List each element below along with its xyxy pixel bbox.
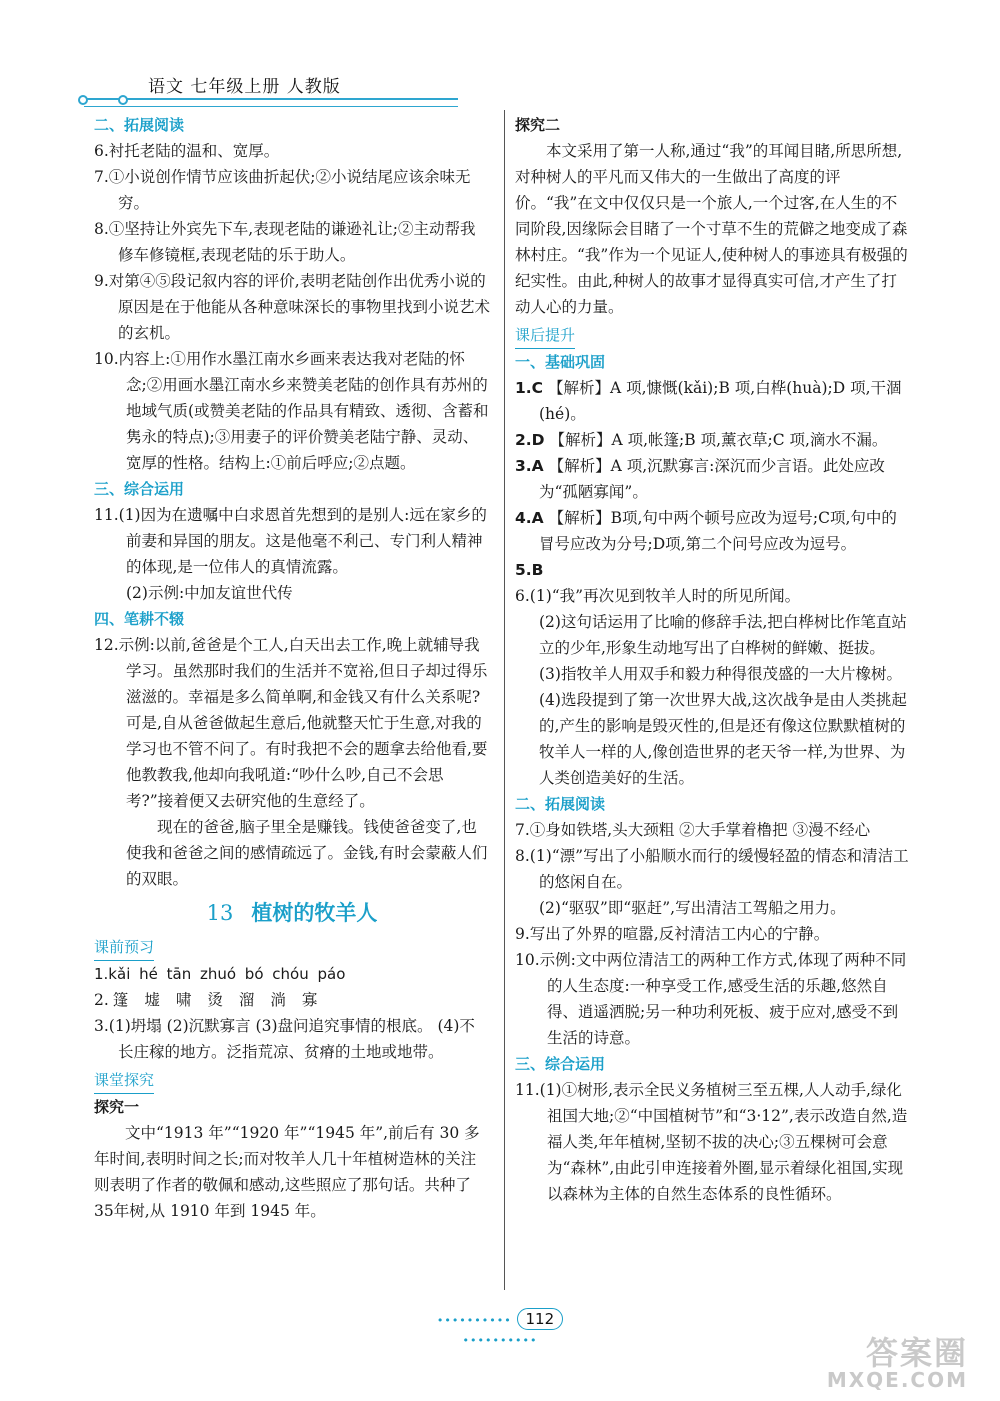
column-divider [504, 110, 505, 1290]
char-answer: 啸 [175, 991, 192, 1009]
section-heading: 二、拓展阅读 [515, 795, 606, 813]
answer-item: 11.(1)①树形,表示全民义务植树三至五棵,人人动手,绿化祖国大地;②“中国植树节”和“3·12”,表示改造自然,造福人类,年年植树,坚韧不拔的决心;③五棵树可会意为“森林”,由此引申连接着外圈,显示着绿化祖国,实现以森林为主体的自然生态体系的良性循环。 [515, 1081, 908, 1203]
answer-item: 12.示例:以前,爸爸是个工人,白天出去工作,晚上就辅导我学习。虽然那时我们的生活并不宽裕,但日子却过得乐滋滋的。幸福是多么简单啊,和金钱又有什么关系呢?可是,自从爸爸做起生意后,他就整天忙于生意,对我的学习也不管不问了。有时我把不会的题拿去给他看,要他教教我,他却向我吼道:“吵什么吵,自己不会思考?”接着便又去研究他的生意经了。 [94, 636, 488, 810]
char-answer: 寡 [301, 991, 318, 1009]
section-heading: 一、基础巩固 [515, 353, 606, 371]
answer-analysis: 【解析】B项,句中两个顿号应改为逗号;C项,句中的冒号应改为分号;D项,第二个问号应改为逗号。 [539, 509, 897, 553]
answer-item [515, 453, 910, 505]
right-column [515, 112, 910, 1207]
lesson-name: 植树的牧羊人 [251, 900, 378, 925]
answer-choice: 3.A [515, 457, 544, 475]
answer-item [515, 557, 910, 583]
answer-item: 7.①身如铁塔,头大颈粗 ②大手掌着橹把 ③漫不经心 [515, 821, 871, 839]
watermark-logo [768, 1328, 968, 1390]
explore-heading: 探究一 [94, 1098, 140, 1116]
item-number: 2. [94, 991, 109, 1009]
answer-item: (2)这句话运用了比喻的修辞手法,把白桦树比作笔直站立的少年,形象生动地写出了白桦树的鲜嫩、挺拔。 [539, 613, 907, 657]
answer-item: 9.写出了外界的喧嚣,反衬清洁工内心的宁静。 [515, 925, 830, 943]
char-answer: 淌 [270, 991, 286, 1009]
answer-item: (4)选段提到了第一次世界大战,这次战争是由人类挑起的,产生的影响是毁灭性的,但是还有像这位默默植树的牧羊人一样的人,像创造世界的老天爷一样,为世界、为人类创造美好的生活。 [539, 691, 907, 787]
char-answer: 烫 [207, 991, 223, 1009]
page-number [427, 1308, 573, 1348]
watermark-line1: 答案圈 [865, 1334, 968, 1372]
lesson-number: 13 [206, 901, 234, 925]
dots-left: •••••••••• [436, 1314, 512, 1327]
answer-item: 6.(1)“我”再次见到牧羊人时的所见所闻。 [515, 587, 801, 605]
answer-item: (2)“驱驭”即“驱赶”,写出清洁工驾船之用力。 [539, 899, 846, 917]
answer-choice: 2.D [515, 431, 545, 449]
dots-right: •••••••••• [462, 1334, 538, 1347]
explore-heading: 探究二 [515, 116, 561, 134]
answer-item: 8.①坚持让外宾先下车,表现老陆的谦逊礼让;②主动帮我修车修镜框,表现老陆的乐于助人。 [94, 220, 476, 264]
answer-item: 6.衬托老陆的温和、宽厚。 [94, 142, 280, 160]
answer-paragraph: 现在的爸爸,脑子里全是赚钱。钱使爸爸变了,也使我和爸爸之间的感情疏远了。金钱,有时会蒙蔽人们的双眼。 [126, 818, 488, 888]
section-heading: 四、笔耕不辍 [94, 610, 185, 628]
header-rule [84, 98, 458, 107]
answer-item [515, 375, 910, 427]
lesson-title [94, 900, 490, 926]
char-answer: 墟 [144, 991, 160, 1009]
sub-heading: 课前预习 [94, 934, 154, 961]
char-answer: 溜 [238, 991, 255, 1009]
answer-item [515, 427, 910, 453]
page-number-value: 112 [517, 1308, 564, 1330]
sub-heading: 课堂探究 [94, 1067, 154, 1094]
header-title: 语文 七年级上册 人教版 [148, 77, 341, 97]
answer-item [515, 505, 910, 557]
char-answer: 篷 [112, 991, 129, 1009]
sub-heading: 课后提升 [515, 322, 575, 349]
watermark-line2: MXQE.COM [826, 1368, 968, 1392]
answer-item: 10.示例:文中两位清洁工的两种工作方式,体现了两种不同的人生态度:一种享受工作,感受生活的乐趣,悠然自得、逍遥洒脱;另一种功利死板、疲于应对,感受不到生活的诗意。 [515, 951, 907, 1047]
answer-choice: 1.C [515, 379, 544, 397]
section-heading: 二、拓展阅读 [94, 116, 185, 134]
answer-analysis: 【解析】A 项,慷慨(kǎi);B 项,白桦(huà);D 项,干涸(hé)。 [539, 379, 902, 423]
answer-analysis: 【解析】A 项,帐篷;B 项,薰衣草;C 项,滴水不漏。 [549, 431, 888, 449]
character-answers [94, 987, 490, 1013]
pinyin-answers: 1.kǎi hé tān zhuó bó chóu páo [94, 965, 346, 983]
answer-item: (2)示例:中加友谊世代传 [126, 584, 293, 602]
answer-item: (3)指牧羊人用双手和毅力种得很茂盛的一大片橡树。 [539, 665, 902, 683]
answer-item: 9.对第④⑤段记叙内容的评价,表明老陆创作出优秀小说的原因是在于他能从各种意味深长的事物里找到小说艺术的玄机。 [94, 272, 491, 342]
answer-item: 8.(1)“漂”写出了小船顺水而行的缓慢轻盈的情态和清洁工的悠闲自在。 [515, 847, 909, 891]
section-heading: 三、综合运用 [94, 480, 185, 498]
left-column [94, 112, 490, 1224]
section-heading: 三、综合运用 [515, 1055, 606, 1073]
answer-analysis: 【解析】A 项,沉默寡言:深沉而少言语。此处应改为“孤陋寡闻”。 [539, 457, 885, 501]
header-circle-left [78, 95, 88, 105]
answer-choice: 5.B [515, 561, 544, 579]
explore-text: 本文采用了第一人称,通过“我”的耳闻目睹,所思所想,对种树人的平凡而又伟大的一生做出了高度的评价。“我”在文中仅仅只是一个旅人,一个过客,在人生的不同阶段,因缘际会目睹了一个寸草不生的荒僻之地变成了森林村庄。“我”作为一个见证人,使种树人的事迹具有极强的纪实性。由此,种树人的故事才显得真实可信,才产生了打动人心的力量。 [515, 142, 908, 316]
explore-text: 文中“1913 年”“1920 年”“1945 年”,前后有 30 多年时间,表明时间之长;而对牧羊人几十年植树造林的关注则表明了作者的敬佩和感动,这些照应了那句话。共种了35年树,从 1910 年到 1945 年。 [94, 1124, 480, 1220]
answer-item: 10.内容上:①用作水墨江南水乡画来表达我对老陆的怀念;②用画水墨江南水乡来赞美老陆的创作具有苏州的地域气质(或赞美老陆的作品具有精致、透彻、含蓄和隽永的特点);③用妻子的评价赞美老陆宁静、灵动、宽厚的性格。结构上:①前后呼应;②点题。 [94, 350, 489, 472]
header-circle-right [118, 95, 128, 105]
answer-choice: 4.A [515, 509, 544, 527]
answer-item: 11.(1)因为在遗嘱中白求恩首先想到的是别人:远在家乡的前妻和异国的朋友。这是他毫不利己、专门利人精神的体现,是一位伟人的真情流露。 [94, 506, 487, 576]
answer-item: 3.(1)坍塌 (2)沉默寡言 (3)盘问追究事情的根底。 (4)不长庄稼的地方。泛指荒凉、贫瘠的土地或地带。 [94, 1017, 475, 1061]
answer-item: 7.①小说创作情节应该曲折起伏;②小说结尾应该余味无穷。 [94, 168, 471, 212]
